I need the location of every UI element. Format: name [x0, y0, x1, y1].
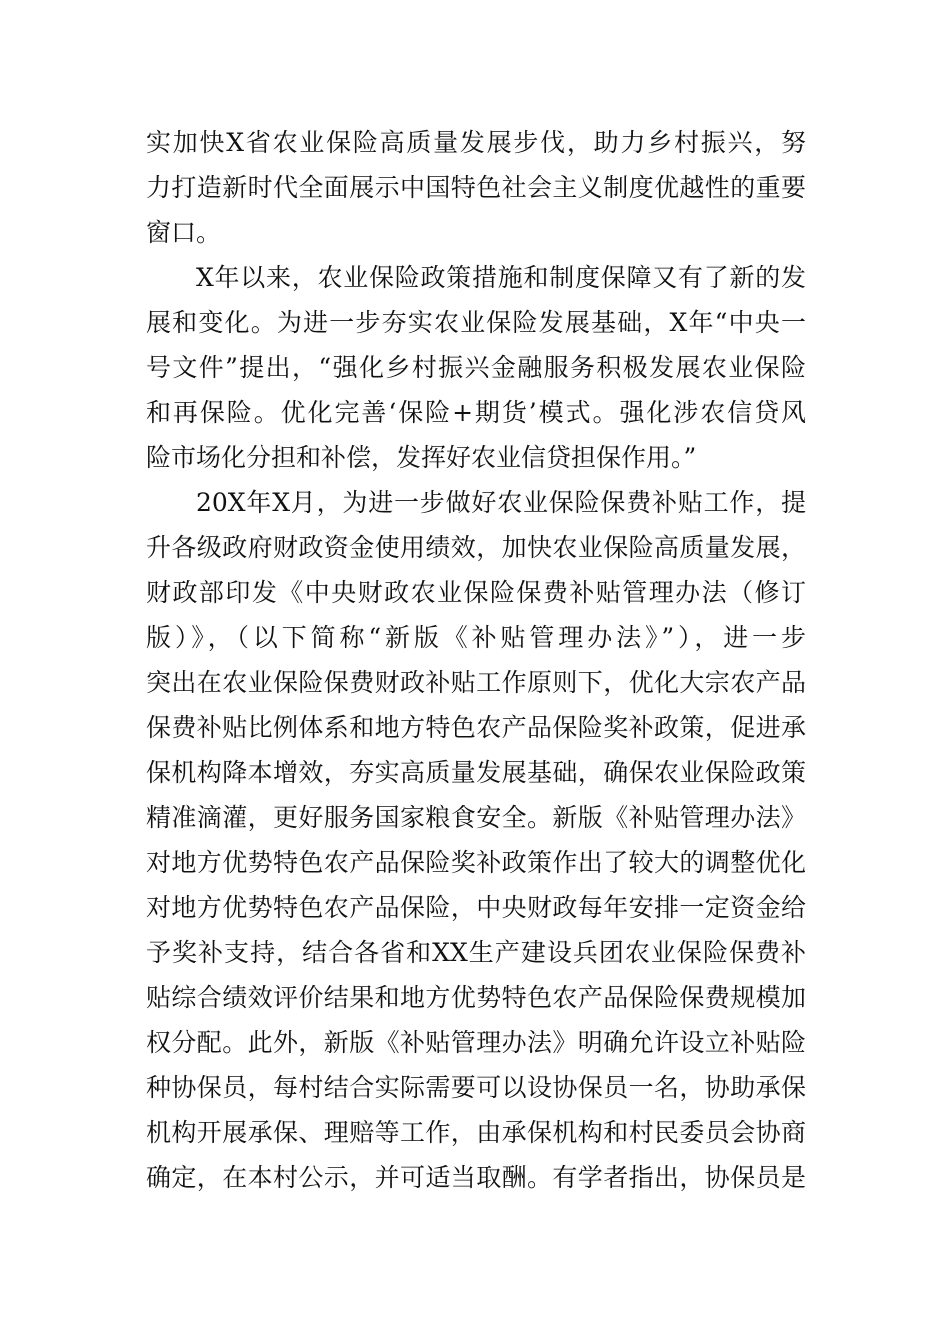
text-line: 窗口。 [146, 218, 222, 247]
text-line: 保费补贴比例体系和地方特色农产品保险奖补政策，促进承 [146, 713, 806, 742]
text-line: 突出在农业保险保费财政补贴工作原则下，优化大宗农产品 [146, 668, 806, 697]
text-line: 确定，在本村公示，并可适当取酬。有学者指出，协保员是 [146, 1163, 806, 1192]
text-line: 种协保员，每村结合实际需要可以设协保员一名，协助承保 [146, 1073, 806, 1102]
text-line: 力打造新时代全面展示中国特色社会主义制度优越性的重要 [146, 173, 806, 202]
text-line: 版）》，（以下简称“新版《补贴管理办法》”），进一步 [146, 623, 806, 652]
text-line: 精准滴灌，更好服务国家粮食安全。新版《补贴管理办法》 [146, 803, 806, 832]
text-line: 险市场化分担和补偿，发挥好农业信贷担保作用。” [146, 443, 697, 472]
text-line: 予奖补支持，结合各省和XX生产建设兵团农业保险保费补 [146, 938, 806, 967]
text-line: 实加快X省农业保险高质量发展步伐，助力乡村振兴，努 [146, 128, 806, 157]
text-line: 保机构降本增效，夯实高质量发展基础，确保农业保险政策 [146, 758, 806, 787]
text-line: 和再保险。优化完善‘保险+期货’模式。强化涉农信贷风 [146, 398, 806, 427]
text-line: 贴综合绩效评价结果和地方优势特色农产品保险保费规模加 [146, 983, 806, 1012]
text-line: 对地方优势特色农产品保险奖补政策作出了较大的调整优化 [146, 848, 806, 877]
text-line: 号文件”提出，“强化乡村振兴金融服务积极发展农业保险 [146, 353, 806, 382]
text-line: X年以来，农业保险政策措施和制度保障又有了新的发 [196, 263, 806, 292]
text-line: 财政部印发《中央财政农业保险保费补贴管理办法（修订 [146, 578, 806, 607]
text-line: 展和变化。为进一步夯实农业保险发展基础，X年“中央一 [146, 308, 806, 337]
text-line: 对地方优势特色农产品保险，中央财政每年安排一定资金给 [146, 893, 806, 922]
text-line: 升各级政府财政资金使用绩效，加快农业保险高质量发展， [146, 533, 806, 562]
text-line: 权分配。此外，新版《补贴管理办法》明确允许设立补贴险 [146, 1028, 806, 1057]
text-line: 机构开展承保、理赔等工作，由承保机构和村民委员会协商 [146, 1118, 806, 1147]
text-line: 20X年X月，为进一步做好农业保险保费补贴工作，提 [196, 488, 806, 517]
